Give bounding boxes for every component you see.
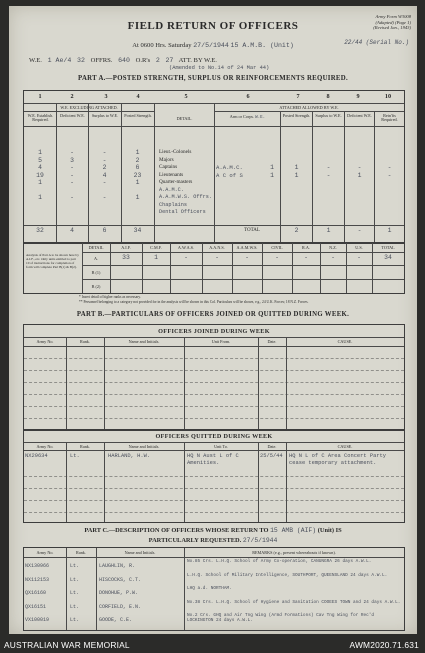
form-ref-line: Army Form W3008 (375, 14, 411, 19)
hdr-we-typed: W.E. (255, 116, 266, 120)
cell: - (387, 164, 392, 171)
rank-label: Chaplains (159, 201, 188, 208)
detail-row-label: B (1) (91, 270, 101, 275)
cell: - (70, 171, 74, 179)
total-cell: - (357, 227, 362, 234)
rank-label: Majors (159, 156, 174, 163)
cell: 4 (102, 171, 107, 179)
quitted-hdr: CAUSE. (337, 444, 353, 449)
form-title: FIELD RETURN OF OFFICERS (127, 20, 299, 32)
cell: - (70, 149, 74, 156)
form-reference (373, 14, 411, 31)
part-c-table (23, 547, 405, 631)
cell: 1 (270, 164, 274, 171)
footnote-1: * Insert detail of higher ranks as necessary. (79, 295, 141, 299)
detail-header: N.Z. (329, 245, 337, 250)
hdr-reinforcements: Rein'fts Required. (381, 113, 398, 123)
at-label: At 0600 Hrs. Saturday (132, 42, 192, 49)
col3-values (90, 149, 119, 202)
part-c-cell: Lt. (70, 576, 80, 583)
part-c-army-nos (25, 560, 66, 628)
part-c-cell: GOODE, C.E. (99, 617, 133, 623)
detail-a-cell: - (184, 254, 188, 261)
offrs-value: 32 (77, 57, 85, 64)
cell: 19 (36, 171, 44, 179)
detail-header: A.A.N.S. (209, 245, 225, 250)
att-offrs-value: 2 (155, 57, 160, 64)
quitted-hdr: Army No. (36, 444, 54, 449)
total-cell: 2 (294, 227, 299, 234)
form-page (9, 6, 417, 634)
detail-a-cell: - (331, 254, 335, 261)
part-c-remarks (187, 559, 402, 627)
offrs-label: OFFRS. (90, 57, 113, 64)
attached-we (264, 164, 280, 179)
serial-number: 22/44 (Serial No.) (344, 39, 409, 46)
joined-hdr: Unit From. (211, 339, 231, 344)
hdr-we-required: W.E. Establish. Required. (27, 113, 54, 123)
cell: 4 (38, 164, 42, 171)
part-c-cell: HISCOCKS, C.T. (99, 576, 142, 583)
joined-hdr: Rank. (80, 339, 90, 344)
att-label: ATT. BY W.E. (178, 57, 217, 64)
cell: 23 (133, 171, 142, 179)
attached-posted (282, 164, 311, 179)
hdr-deficient: Deficient W.E. (60, 113, 85, 118)
part-c-title-line (9, 527, 417, 534)
hdr-surplus: Surplus to W.E. (91, 113, 119, 118)
cell: 1 (38, 149, 42, 156)
detail-header: A.I.F. (121, 245, 131, 250)
cell: - (387, 171, 392, 179)
total-cell: 1 (387, 227, 392, 234)
detail-header: C.M.F. (150, 245, 162, 250)
cell: 2 (102, 164, 107, 171)
part-c-cell: Lt. (70, 603, 80, 610)
part-c-ranks (70, 560, 96, 628)
part-c-unit: 15 AMB (AIF) (270, 527, 317, 534)
part-c-cell: No.85 Crs. L.H.Q. School of Army Co-operation, CANUNGRA 26 days A.W.L. (187, 559, 372, 564)
joined-hdr: Name and Initials. (128, 339, 160, 344)
cell: 1 (135, 179, 140, 186)
rank-label: Lieut.-Colonels (159, 149, 192, 155)
cell: 1 (294, 164, 299, 171)
quitted-hdr: Name and Initials. (128, 444, 160, 449)
attached-deficient (345, 164, 374, 179)
unit-name: 15 A.M.B. (Unit) (230, 42, 294, 49)
archive-caption: AUSTRALIAN WAR MEMORIAL (4, 640, 130, 650)
quitted-cause: HQ N L of C Area Concert Party cease temporary attachment. (289, 453, 387, 466)
col-number: 7 (296, 93, 300, 100)
cell: A.A.M.C. (216, 164, 243, 171)
cell: - (326, 171, 331, 179)
analysis-note: Analysis of Part A to be shown here by A.I.F., etc. Only units entitled to part 10 of instructions for completion of form will complete Part B(1) & B(2). (26, 253, 79, 269)
cell: - (70, 179, 74, 186)
hdr-detail: DETAIL. (176, 116, 193, 121)
form-ref-line: (Revised Jan., 1943) (373, 25, 411, 30)
total-label: TOTAL (244, 228, 260, 233)
part-c-particularly: PARTICULARLY REQUESTED. (148, 537, 242, 544)
total-cell: 34 (133, 227, 142, 234)
col-number: 8 (326, 93, 330, 100)
detail-a-cell: 33 (122, 254, 130, 261)
part-c-unit-suffix: (Unit) IS (317, 527, 342, 534)
part-c-cell: VX100019 (25, 617, 50, 623)
detail-header: R.A. (302, 245, 310, 250)
quitted-table (23, 429, 405, 523)
col-number: 1 (38, 93, 42, 100)
quitted-hdr: Unit To. (214, 444, 228, 449)
part-c-cell: LAUGHLIN, R. (99, 563, 136, 569)
part-c-cell: CORFIELD, E.N. (99, 603, 142, 610)
cell: 6 (135, 164, 140, 171)
total-cell: 1 (326, 227, 331, 234)
return-date-line (9, 42, 417, 49)
part-c-cell: LHQ a.d. NORTHAM. (187, 586, 232, 591)
total-cell: 4 (70, 227, 74, 234)
part-c-hdr: REMARKS (e.g., present whereabouts if known). (252, 550, 336, 555)
part-c-cell: QX16151 (25, 603, 47, 610)
joined-hdr: Army No. (36, 339, 54, 344)
detail-header: U.S. (355, 245, 363, 250)
cell: - (102, 156, 107, 164)
cell: - (326, 164, 331, 171)
detail-a-cell: - (245, 254, 249, 261)
col-number: 4 (136, 93, 140, 100)
col2-values (58, 149, 86, 202)
archive-reference: AWM2020.71.631 (349, 640, 419, 650)
group-header-right: ATTACHED ALLOWED BY W.E. (279, 105, 339, 110)
part-c-hdr: Name and Initials. (124, 550, 156, 555)
part-c-hdr: Army No. (36, 550, 54, 555)
group-header-left: W.E. EXCLUDING ATTACHED. (60, 105, 118, 110)
cell: - (357, 164, 362, 171)
detail-a-cell: 34 (384, 254, 392, 261)
col-number: 3 (104, 93, 108, 100)
detail-a-cell: 1 (154, 254, 158, 261)
part-c-cell: Lt. (70, 590, 80, 596)
rank-label: Dental Officers (159, 209, 206, 215)
hdr-surplus-we: Surplus to W.E. (315, 113, 342, 118)
part-b-title: PART B.—PARTICULARS OF OFFICERS JOINED OR QUITTED DURING WEEK. (76, 311, 350, 318)
detail-a-cell: - (275, 254, 279, 261)
joined-title: OFFICERS JOINED DURING WEEK (158, 328, 270, 335)
we-line (29, 57, 221, 64)
cell: A C of S (216, 171, 243, 179)
col-number: 2 (70, 93, 74, 100)
we-value: 1 Ae/4 (47, 57, 72, 64)
part-c-names (99, 560, 183, 628)
joined-table (23, 324, 405, 431)
rank-label: Lieutenants (159, 171, 184, 178)
part-c-date: 27/5/1944 (242, 537, 278, 544)
detail-header: DETAIL (88, 245, 104, 250)
rank-label: A.A.M.C. (159, 186, 184, 193)
detail-header: TOTAL (381, 245, 395, 250)
hdr-deficient-we: Deficient W.E. (347, 113, 372, 118)
quitted-date: 25/5/44 (260, 453, 283, 459)
detail-a-cell: - (357, 254, 361, 261)
total-cell: 6 (102, 227, 107, 234)
detail-a-cell: - (215, 254, 219, 261)
detail-a-cell: - (304, 254, 308, 261)
quitted-hdr: Rank. (80, 444, 90, 449)
cell: 5 (38, 156, 42, 164)
cell: 1 (294, 171, 299, 179)
return-date: 27/5/1944 (193, 42, 229, 49)
rank-label: Quarter-masters (159, 179, 193, 185)
part-c-cell: DONOHUE, P.W. (99, 590, 139, 596)
col-number: 10 (384, 93, 392, 100)
detail-header: CIVIL (271, 245, 283, 250)
part-c-cell: NX130966 (25, 563, 50, 569)
cell: - (70, 164, 74, 171)
or-label: O.R's (135, 57, 151, 64)
part-c-cell: Lt. (70, 617, 80, 623)
hdr-arm-corps (215, 115, 280, 120)
part-c-requested-line (9, 537, 417, 544)
cell: - (102, 194, 107, 201)
cell: - (102, 179, 107, 186)
col4-values (123, 149, 152, 202)
cell: 1 (38, 194, 42, 201)
att-or-value: 27 (165, 57, 174, 64)
detail-row-label: B (2) (91, 284, 101, 289)
quitted-rank: Lt. (70, 453, 80, 459)
part-c-cell: QX16160 (25, 590, 47, 596)
cell: 1 (357, 171, 362, 179)
quitted-unit: HQ N Aust L of C Amenities. (187, 453, 239, 466)
rank-label: Captains (159, 164, 178, 170)
cell: - (102, 149, 107, 156)
or-value: 640 (118, 57, 130, 64)
total-cell: 32 (36, 227, 44, 234)
quitted-army-no: NX29634 (25, 453, 48, 459)
cell: 2 (135, 156, 140, 164)
cell: 1 (135, 194, 140, 201)
part-c-cell: L.H.Q. School of Military Intelligence, SOUTHPORT, QUEENSLAND 24 days A.W.L. (187, 572, 388, 578)
part-c-cell: No.38 Crs. L.H.Q. School of Hygiene and Sanitation COOEES TOWN and 24 days A.W.L. (187, 599, 401, 605)
detail-header: A.W.A.S. (177, 245, 195, 250)
we-label: W.E. (29, 57, 42, 64)
rank-label: A.A.M.W.S. Offrs. (159, 194, 212, 200)
quitted-name: HARLAND, H.W. (108, 453, 151, 459)
part-c-cell: No.2 Crs. GHQ and Air Tng Wing (Armd Formations) Cav Tng Wing for Rec'd LOCKINGTON 24 days A.W.L. (187, 613, 375, 624)
part-c-cell: Lt. (70, 563, 80, 569)
cell: 1 (135, 149, 140, 156)
part-a-title: PART A.—POSTED STRENGTH, SURPLUS OR REINFORCEMENTS REQUIRED. (78, 75, 348, 82)
rank-list (159, 149, 212, 217)
analysis-table (23, 242, 405, 294)
quitted-hdr: Date. (267, 444, 277, 449)
footnote-2: ** Personnel belonging to a category not provided for in the analysis will be shown in this Col. Particulars will be shown, e.g., 24 U.K. Forces; 18 N.Z. Forces. (79, 300, 309, 304)
part-c-title: PART C.—DESCRIPTION OF OFFICERS WHOSE RETURN TO (84, 527, 269, 534)
attached-surplus (314, 164, 343, 179)
col-number: 6 (246, 93, 250, 100)
cell: - (70, 194, 74, 201)
hdr-posted: Posted Strength. (124, 113, 152, 118)
attached-reinforcements (375, 164, 404, 179)
col-number: 5 (184, 93, 188, 100)
joined-hdr: Date. (267, 339, 277, 344)
detail-header: A.A.M.W.S. (236, 245, 258, 250)
col-number: 9 (356, 93, 360, 100)
hdr-arm-corps-label: Arm or Corps. (229, 114, 255, 119)
cell: 1 (270, 171, 274, 179)
hdr-posted-strength: Posted Strength. (282, 113, 311, 118)
part-a-table (23, 90, 405, 244)
cell: 1 (38, 179, 42, 186)
amended-note: (Amended to No.14 of 24 Mar 44) (169, 65, 270, 71)
quitted-title: OFFICERS QUITTED DURING WEEK (155, 433, 273, 440)
col1-values (26, 149, 54, 202)
joined-hdr: CAUSE. (337, 339, 353, 344)
part-c-hdr: Rank. (76, 550, 86, 555)
part-c-cell: NX112153 (25, 576, 50, 583)
form-ref-line: (Adapted) (Page 1) (375, 19, 411, 25)
cell: 3 (70, 156, 74, 164)
detail-row-label: A. (93, 256, 99, 261)
